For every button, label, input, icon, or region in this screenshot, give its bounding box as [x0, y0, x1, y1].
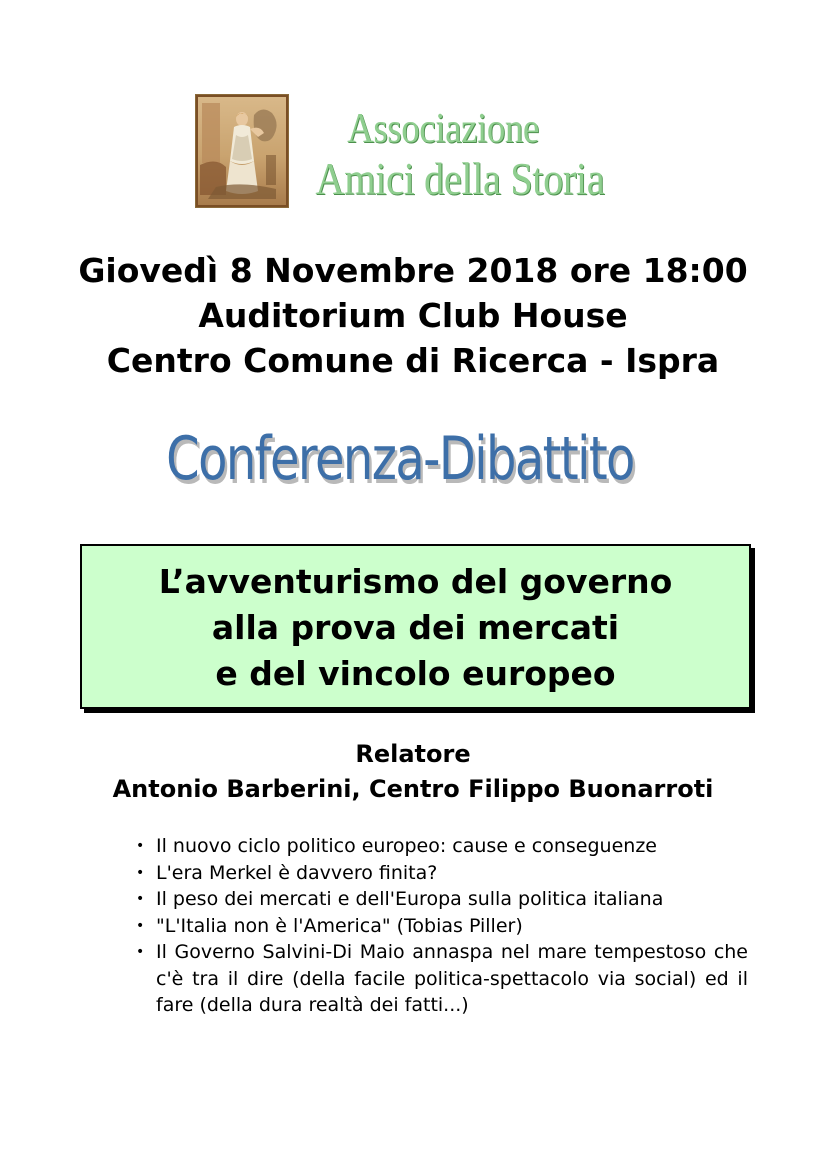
list-item [136, 939, 748, 1019]
list-item [136, 913, 748, 940]
association-name [298, 106, 605, 204]
painting-icon [196, 95, 288, 207]
bullet-icon: • [136, 838, 145, 854]
bullet-icon: • [136, 917, 145, 934]
list-item [136, 833, 748, 860]
association-logo-painting [195, 94, 289, 208]
speaker-name: Antonio Barberini, Centro Filippo Buonarroti [112, 775, 714, 803]
topic-line-2: alla prova dei mercati [211, 608, 620, 647]
list-item-text: Il Governo Salvini-Di Maio annaspa nel mare tempestoso che c'è tra il dire (della facile politica-spettacolo via social) ed il fare (della dura realtà dei fatti...) [156, 941, 748, 1016]
bullet-icon: • [136, 891, 145, 907]
speaker-section [0, 737, 826, 807]
bullet-icon: • [136, 864, 145, 881]
speaker-label: Relatore [355, 740, 471, 768]
event-info [0, 248, 826, 383]
event-location: Centro Comune di Ricerca - Ispra [106, 341, 720, 380]
topic-box [80, 544, 751, 709]
event-date-time: Giovedì 8 Novembre 2018 ore 18:00 [78, 251, 748, 290]
list-item [136, 860, 748, 887]
bullet-icon: • [136, 944, 145, 960]
conference-title: Conferenza-Dibattito [166, 424, 634, 494]
list-item-text: L'era Merkel è davvero finita? [156, 861, 438, 884]
list-item [136, 886, 748, 913]
list-item-text: Il peso dei mercati e dell'Europa sulla politica italiana [156, 888, 664, 910]
association-line-2: Amici della Storia [315, 153, 605, 204]
topic-line-1: L’avventurismo del governo [158, 562, 673, 601]
event-venue: Auditorium Club House [198, 296, 628, 335]
list-item-text: Il nuovo ciclo politico europeo: cause e conseguenze [156, 835, 657, 857]
topics-list [136, 833, 748, 1019]
association-line-1: Associazione [347, 106, 539, 152]
topic-line-3: e del vincolo europeo [215, 654, 616, 693]
list-item-text: "L'Italia non è l'America" (Tobias Piller) [156, 914, 523, 937]
